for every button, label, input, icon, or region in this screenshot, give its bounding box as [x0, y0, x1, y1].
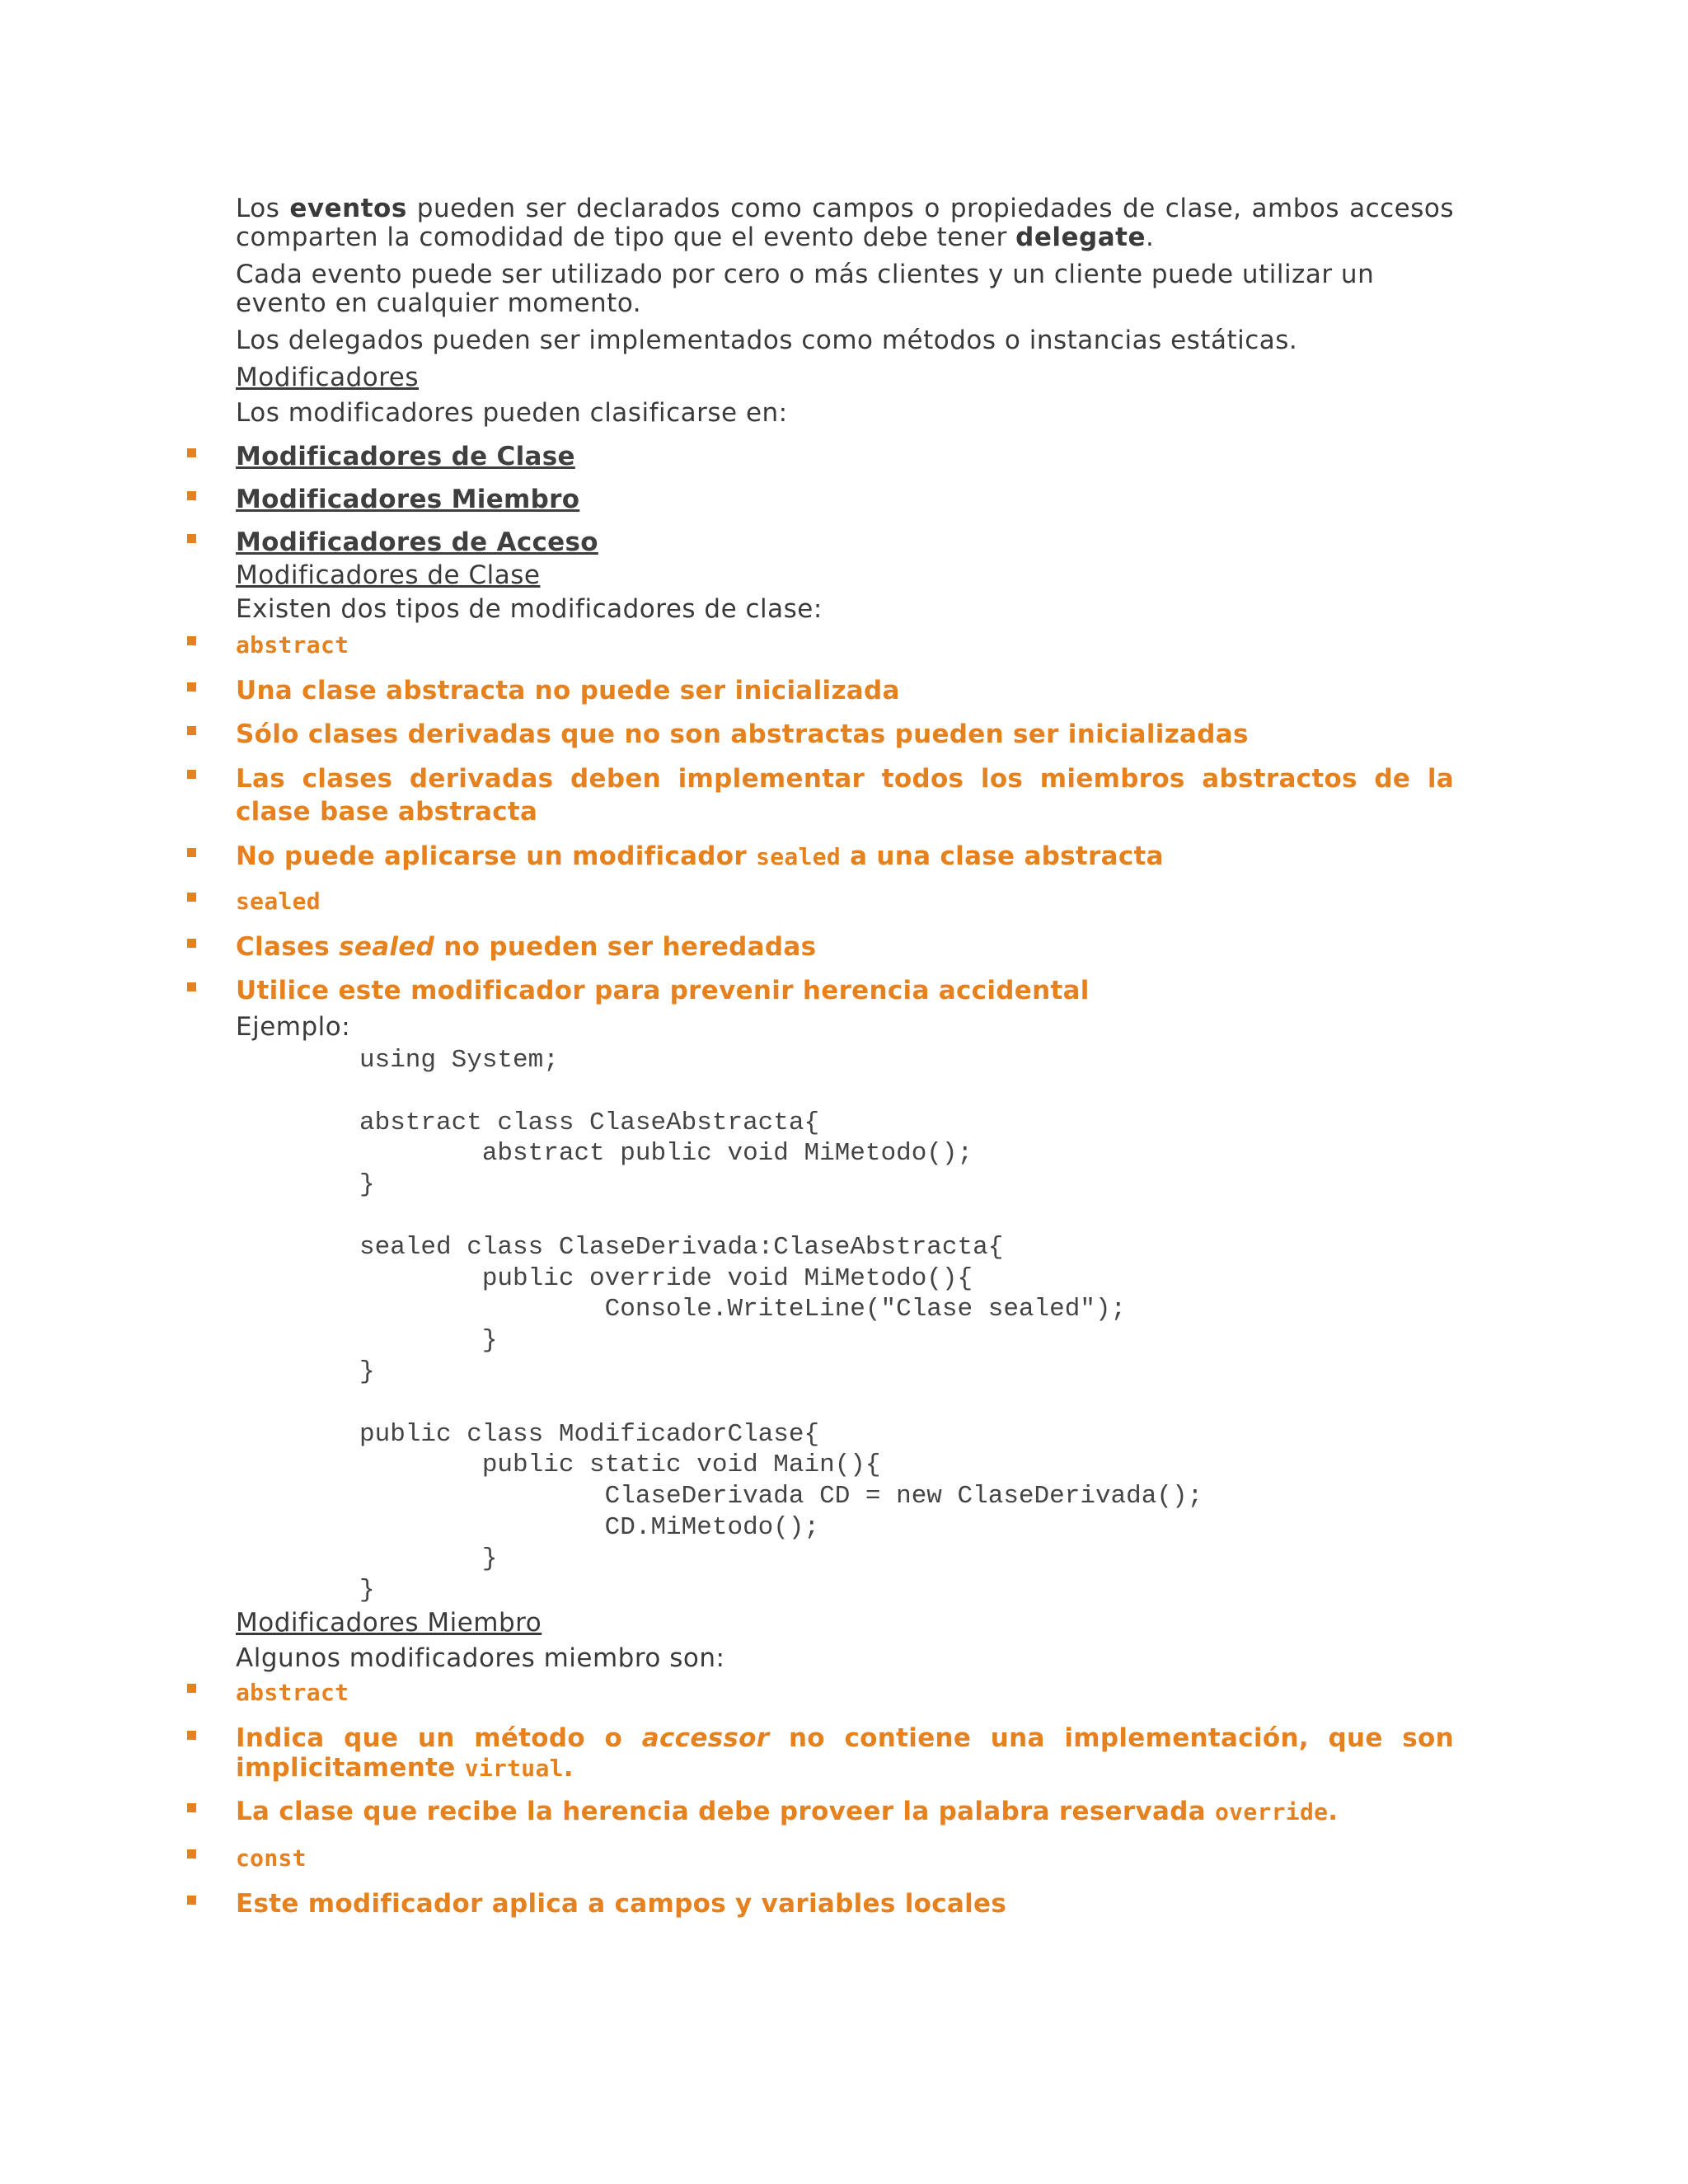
- rule-text: Una clase abstracta no puede ser inicializada: [236, 676, 900, 705]
- rule-text: La clase que recibe la herencia debe proveer la palabra reservada: [236, 1797, 1216, 1827]
- link-modificadores-clase[interactable]: Modificadores de Clase: [236, 442, 575, 471]
- heading-modificadores: Modificadores: [236, 363, 420, 392]
- list-item: [236, 1723, 1454, 1783]
- bold-term-delegate: delegate: [1015, 223, 1146, 252]
- text-run: .: [1146, 223, 1155, 252]
- rule-text: .: [1328, 1797, 1339, 1827]
- italic-term-accessor: accessor: [641, 1723, 770, 1754]
- paragraph-delegados: Los delegados pueden ser implementados como métodos o instancias estáticas.: [236, 326, 1298, 355]
- bold-term-eventos: eventos: [289, 194, 407, 223]
- link-modificadores-acceso[interactable]: Modificadores de Acceso: [236, 527, 598, 557]
- list-item: [236, 719, 1454, 750]
- keyword-sealed: sealed: [756, 843, 842, 870]
- class-modifiers-list: [236, 629, 1454, 1006]
- paragraph-tipos-clase: Existen dos tipos de modificadores de clase:: [236, 594, 823, 624]
- heading-modificadores-miembro: Modificadores Miembro: [236, 1608, 542, 1638]
- bullet-square-icon: [187, 982, 196, 991]
- rule-text: no contiene una implementación, que son implicitamente: [236, 1723, 1454, 1783]
- bullet-square-icon: [187, 448, 196, 457]
- bullet-square-icon: [187, 770, 196, 779]
- paragraph-eventos: [236, 194, 1454, 252]
- list-item: [236, 675, 1454, 706]
- list-item: [236, 441, 1454, 472]
- code-example: using System; abstract class ClaseAbstracta{ abstract public void MiMetodo(); } sealed class ClaseDerivada:ClaseAbstracta{ public override void MiMetodo(){ Console.WriteLine("Clase sealed"); } } public class ModificadorClase{ public static void Main(){ ClaseDerivada CD = new ClaseDerivada(); CD.MiMetodo(); } }: [359, 1046, 1203, 1605]
- keyword-abstract: abstract: [236, 1679, 349, 1707]
- keyword-sealed: sealed: [236, 888, 321, 915]
- bullet-square-icon: [187, 1896, 196, 1905]
- keyword-abstract: abstract: [236, 631, 349, 658]
- bullet-square-icon: [187, 848, 196, 857]
- keyword-override: override: [1215, 1798, 1329, 1826]
- rule-text: a una clase abstracta: [841, 841, 1164, 871]
- rule-text: Este modificador aplica a campos y variables locales: [236, 1889, 1007, 1919]
- bullet-square-icon: [187, 893, 196, 902]
- modifier-categories-list: [236, 441, 1454, 558]
- bullet-square-icon: [187, 726, 196, 735]
- bullet-square-icon: [187, 1684, 196, 1693]
- text-run: Los: [236, 194, 290, 223]
- example-label: Ejemplo:: [236, 1012, 351, 1042]
- bullet-square-icon: [187, 1849, 196, 1858]
- link-modificadores-miembro[interactable]: Modificadores Miembro: [236, 485, 580, 514]
- list-item: [236, 885, 1454, 917]
- paragraph-clasificacion: Los modificadores pueden clasificarse en:: [236, 398, 788, 428]
- bullet-square-icon: [187, 534, 196, 543]
- list-item: [236, 762, 1454, 828]
- paragraph-clientes: Cada evento puede ser utilizado por cero o más clientes y un cliente puede utilizar un evento en cualquier momento.: [236, 260, 1375, 318]
- list-item: [236, 629, 1454, 661]
- bullet-square-icon: [187, 1803, 196, 1812]
- bullet-square-icon: [187, 939, 196, 948]
- rule-text: .: [563, 1753, 574, 1783]
- list-item: [236, 527, 1454, 558]
- bullet-square-icon: [187, 682, 196, 691]
- bullet-square-icon: [187, 491, 196, 500]
- rule-text: Clases: [236, 932, 340, 962]
- list-item: [236, 1676, 1454, 1708]
- keyword-virtual: virtual: [464, 1755, 564, 1783]
- italic-term-sealed: sealed: [339, 932, 435, 962]
- list-item: [236, 1796, 1454, 1828]
- rule-text: Indica que un método o: [236, 1723, 642, 1754]
- rule-text: Utilice este modificador para prevenir herencia accidental: [236, 976, 1090, 1005]
- list-item: [236, 975, 1454, 1006]
- list-item: [236, 484, 1454, 515]
- bullet-square-icon: [187, 1731, 196, 1740]
- rule-text: No puede aplicarse un modificador: [236, 841, 757, 871]
- heading-modificadores-clase: Modificadores de Clase: [236, 560, 541, 590]
- rule-text: no pueden ser heredadas: [434, 932, 817, 962]
- keyword-const: const: [236, 1844, 307, 1872]
- bullet-square-icon: [187, 636, 196, 645]
- list-item: [236, 1888, 1454, 1919]
- list-item: [236, 841, 1454, 873]
- paragraph-miembro: Algunos modificadores miembro son:: [236, 1643, 725, 1674]
- list-item: [236, 1842, 1454, 1874]
- document-body: [236, 194, 1454, 1932]
- rule-text: Sólo clases derivadas que no son abstractas pueden ser inicializadas: [236, 719, 1249, 749]
- list-item: [236, 931, 1454, 963]
- text-run: pueden ser declarados como campos o propiedades de clase, ambos accesos comparten la comodidad de tipo que el evento debe tener: [236, 194, 1454, 252]
- member-modifiers-list: [236, 1676, 1454, 1919]
- rule-text: Las clases derivadas deben implementar todos los miembros abstractos de la clase base abstracta: [236, 764, 1454, 827]
